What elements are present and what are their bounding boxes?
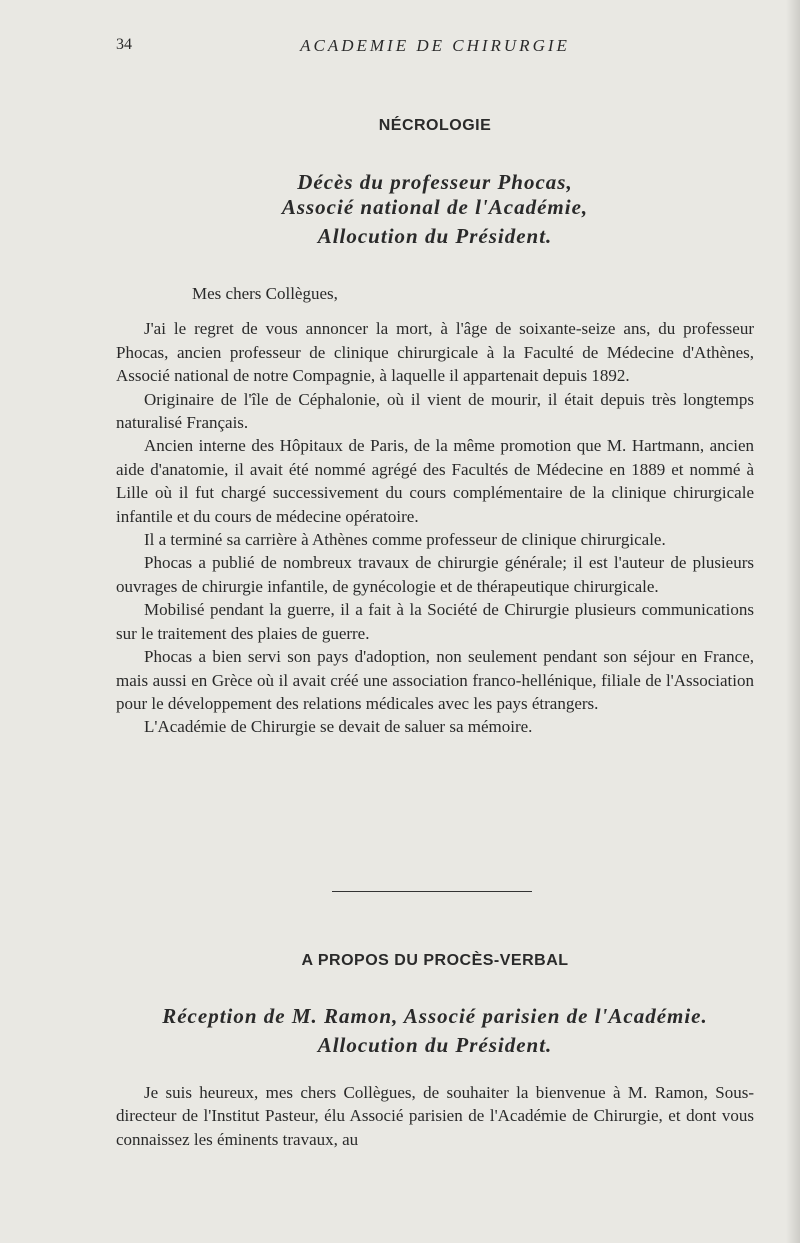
proces-verbal-title-line-2: Allocution du Président. — [317, 1033, 553, 1057]
necrologie-title-line-2: Associé national de l'Académie, — [281, 195, 589, 219]
paragraph: Je suis heureux, mes chers Collègues, de souhaiter la bienvenue à M. Ramon, Sous-directeur de l'Institut Pasteur, élu Associé parisien de l'Académie de Chirurgie, et dont vous connaissez les éminents travaux, au — [116, 1083, 754, 1149]
necrologie-title-line-3: Allocution du Président. — [317, 224, 553, 248]
section-heading-proces-verbal: A PROPOS DU PROCÈS-VERBAL — [301, 952, 569, 969]
paragraph: L'Académie de Chirurgie se devait de saluer sa mémoire. — [144, 717, 533, 737]
page-edge-shadow — [786, 0, 800, 1243]
page-number: 34 — [116, 36, 132, 53]
necrologie-title-line-1: Décès du professeur Phocas, — [297, 170, 573, 194]
paragraph: J'ai le regret de vous annoncer la mort, à l'âge de soixante-seize ans, du professeur Phocas, ancien professeur de clinique chirurgicale à la Faculté de Médecine d'Athènes, Associé national de notre Compagnie, à laquelle il appartenait depuis 1892. — [116, 319, 754, 386]
proces-verbal-body — [116, 1081, 754, 1151]
paragraph: Originaire de l'île de Céphalonie, où il vient de mourir, il était depuis très longtemps naturalisé Français. — [116, 389, 754, 433]
journal-title: ACADEMIE DE CHIRURGIE — [300, 36, 570, 55]
salutation: Mes chers Collègues, — [192, 284, 338, 303]
paragraph: Phocas a bien servi son pays d'adoption, non seulement pendant son séjour en France, mais aussi en Grèce où il avait créé une association franco-hellénique, filiale de l'Association pour le développement des relations médicales avec les pays étrangers. — [116, 647, 754, 713]
paragraph: Ancien interne des Hôpitaux de Paris, de la même promotion que M. Hartmann, ancien aide d'anatomie, il avait été nommé agrégé des Facultés de Médecine en 1889 et nommé à Lille où il fut chargé successivement du cours complémentaire de la clinique chirurgicale infantile et du cours de médecine opératoire. — [116, 436, 754, 526]
proces-verbal-title-line-1: Réception de M. Ramon, Associé parisien de l'Académie. — [162, 1004, 708, 1028]
necrologie-body — [116, 282, 754, 739]
section-divider — [332, 891, 532, 892]
paragraph: Mobilisé pendant la guerre, il a fait à la Société de Chirurgie plusieurs communications sur le traitement des plaies de guerre. — [116, 600, 754, 643]
paragraph: Il a terminé sa carrière à Athènes comme professeur de clinique chirurgicale. — [144, 530, 666, 550]
paragraph: Phocas a publié de nombreux travaux de chirurgie générale; il est l'auteur de plusieurs ouvrages de chirurgie infantile, de gynécologie et de thérapeutique chirurgicale. — [116, 553, 754, 596]
section-heading-necrologie: NÉCROLOGIE — [378, 117, 492, 134]
running-header — [116, 36, 754, 60]
